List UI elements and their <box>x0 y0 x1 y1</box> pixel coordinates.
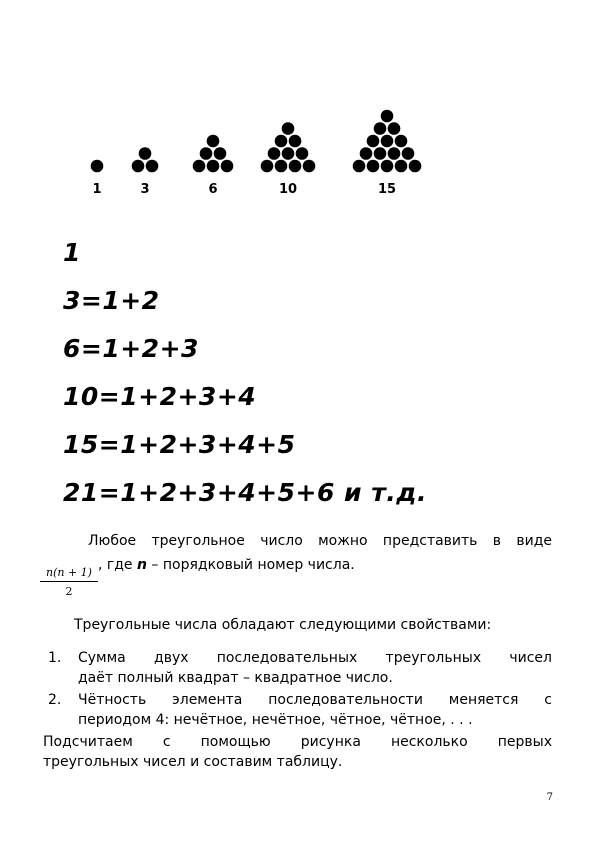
equation-4: 10=1+2+3+4 <box>63 382 257 411</box>
property-1-line-1: Сумма двух последовательных треугольных чисел <box>78 650 552 666</box>
triangle-label: 15 <box>377 182 397 197</box>
dot <box>374 147 387 160</box>
triangle-figure-3 <box>132 147 159 197</box>
dot <box>303 160 316 173</box>
dot <box>381 135 394 148</box>
dot <box>268 147 281 160</box>
equation-5: 15=1+2+3+4+5 <box>63 430 296 459</box>
dot <box>214 147 227 160</box>
page-number: 7 <box>546 792 553 803</box>
triangle-label: 10 <box>278 182 298 197</box>
dot <box>367 135 380 148</box>
dot <box>139 147 152 160</box>
dot <box>193 160 206 173</box>
equation-1: 1 <box>63 238 81 267</box>
dot <box>374 122 387 135</box>
dot <box>388 147 401 160</box>
conclusion-line-2: треугольных чисел и составим таблицу. <box>43 754 343 770</box>
formula-fraction <box>40 566 98 598</box>
formula-denominator: 2 <box>65 585 73 598</box>
dot <box>91 160 104 173</box>
triangular-numbers-figure <box>0 0 595 210</box>
formula-numerator: n(n + 1) <box>40 566 98 582</box>
triangle-figure-6 <box>193 135 234 197</box>
triangle-label: 3 <box>140 182 150 197</box>
para-rest: – порядковый номер числа. <box>146 557 355 573</box>
triangle-figure-10 <box>261 122 316 197</box>
dot <box>409 160 422 173</box>
dot <box>381 110 394 123</box>
para-prefix: , где <box>98 557 137 573</box>
property-2-line-1: Чётность элемента последовательности меняется с <box>78 692 552 708</box>
dot <box>282 147 295 160</box>
dot <box>132 160 145 173</box>
triangle-label: 6 <box>208 182 218 197</box>
dot <box>395 135 408 148</box>
dot <box>381 160 394 173</box>
dot <box>221 160 234 173</box>
dot <box>200 147 213 160</box>
equation-3: 6=1+2+3 <box>63 334 199 363</box>
paragraph-line-2 <box>98 555 355 575</box>
dot <box>353 160 366 173</box>
triangle-label: 1 <box>92 182 102 197</box>
equation-6: 21=1+2+3+4+5+6 и т.д. <box>63 478 427 507</box>
equations-list <box>63 240 563 528</box>
property-2-line-2: периодом 4: нечётное, нечётное, чётное, чётное, . . . <box>78 712 473 728</box>
dot <box>367 160 380 173</box>
property-1-line-2: даёт полный квадрат – квадратное число. <box>78 670 393 686</box>
dot <box>275 135 288 148</box>
conclusion-line-1: Подсчитаем с помощью рисунка несколько первых <box>43 734 552 750</box>
list-number-1: 1. <box>48 650 62 666</box>
dot <box>388 122 401 135</box>
dot <box>296 147 309 160</box>
variable-n: n <box>137 557 147 573</box>
properties-intro: Треугольные числа обладают следующими свойствами: <box>74 617 492 633</box>
dot <box>360 147 373 160</box>
dot <box>395 160 408 173</box>
dot <box>261 160 274 173</box>
list-number-2: 2. <box>48 692 62 708</box>
dot <box>289 160 302 173</box>
triangle-figure-15 <box>353 110 422 197</box>
dot <box>402 147 415 160</box>
dot <box>275 160 288 173</box>
paragraph-line-1: Любое треугольное число можно представить в виде <box>88 533 552 549</box>
dot <box>146 160 159 173</box>
equation-2: 3=1+2 <box>63 286 160 315</box>
dot <box>207 160 220 173</box>
dot <box>282 122 295 135</box>
dot <box>207 135 220 148</box>
triangle-figure-1 <box>91 160 104 197</box>
dot <box>289 135 302 148</box>
